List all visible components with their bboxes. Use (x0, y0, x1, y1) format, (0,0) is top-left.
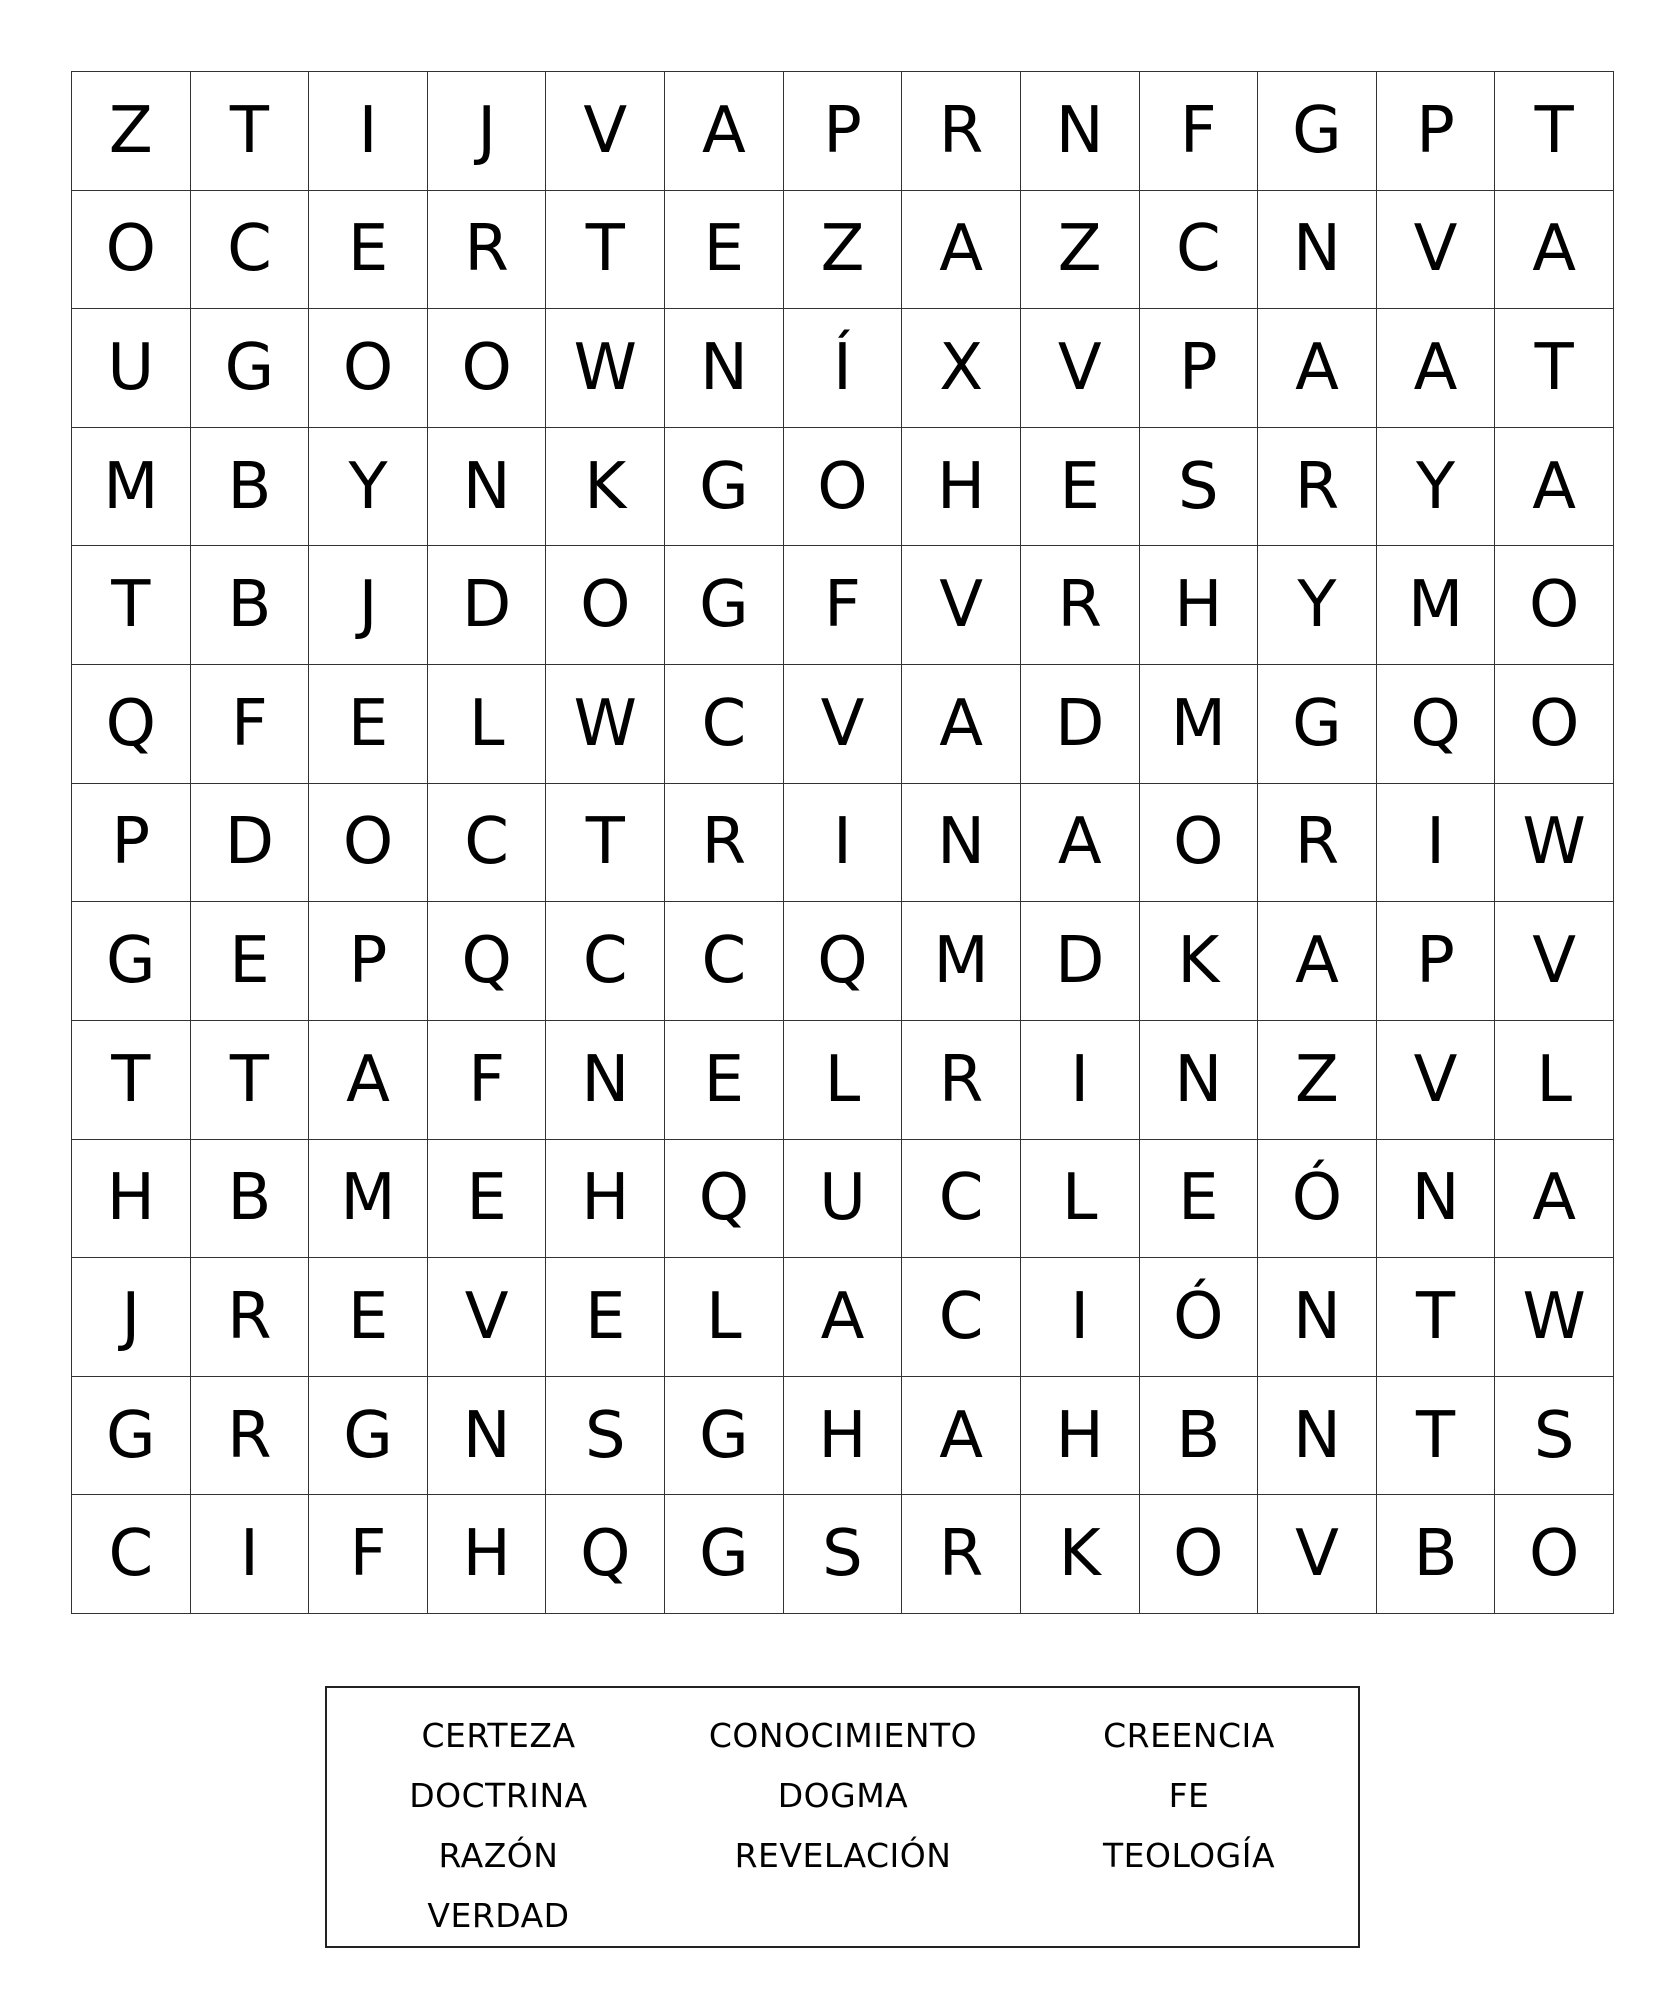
grid-cell[interactable]: C (1140, 191, 1259, 310)
grid-cell[interactable]: P (72, 784, 191, 903)
grid-cell[interactable]: U (784, 1140, 903, 1259)
grid-cell[interactable]: Z (784, 191, 903, 310)
grid-cell[interactable]: H (902, 428, 1021, 547)
word-item: CREENCIA (1103, 1716, 1275, 1755)
grid-cell[interactable]: V (902, 546, 1021, 665)
grid-cell[interactable]: N (1258, 1258, 1377, 1377)
grid-cell[interactable]: B (191, 428, 310, 547)
grid-cell[interactable]: V (546, 72, 665, 191)
grid-cell[interactable]: A (1258, 902, 1377, 1021)
grid-cell[interactable]: J (309, 546, 428, 665)
grid-cell[interactable]: G (72, 902, 191, 1021)
grid-cell[interactable]: A (309, 1021, 428, 1140)
grid-cell[interactable]: T (191, 1021, 310, 1140)
grid-cell[interactable]: D (1021, 902, 1140, 1021)
grid-cell[interactable]: L (665, 1258, 784, 1377)
grid-cell[interactable]: P (1140, 309, 1259, 428)
grid-cell[interactable]: Q (665, 1140, 784, 1259)
grid-cell[interactable]: H (1140, 546, 1259, 665)
grid-cell[interactable]: N (428, 1377, 547, 1496)
grid-cell[interactable]: Q (428, 902, 547, 1021)
grid-cell[interactable]: N (1021, 72, 1140, 191)
grid-cell[interactable]: F (191, 665, 310, 784)
grid-cell[interactable]: V (1377, 1021, 1496, 1140)
grid-cell[interactable]: A (1495, 191, 1614, 310)
grid-cell[interactable]: Z (72, 72, 191, 191)
grid-cell[interactable]: O (1495, 665, 1614, 784)
grid-cell[interactable]: V (1258, 1495, 1377, 1614)
grid-cell[interactable]: R (1258, 428, 1377, 547)
grid-cell[interactable]: Q (72, 665, 191, 784)
grid-cell[interactable]: F (309, 1495, 428, 1614)
grid-cell[interactable]: K (1140, 902, 1259, 1021)
grid-cell[interactable]: A (665, 72, 784, 191)
grid-cell[interactable]: A (784, 1258, 903, 1377)
grid-cell[interactable]: H (1021, 1377, 1140, 1496)
grid-cell[interactable]: K (1021, 1495, 1140, 1614)
grid-cell[interactable]: B (1377, 1495, 1496, 1614)
grid-cell[interactable]: T (1495, 309, 1614, 428)
grid-cell[interactable]: Q (1377, 665, 1496, 784)
grid-cell[interactable]: R (1258, 784, 1377, 903)
grid-cell[interactable]: Y (309, 428, 428, 547)
grid-cell[interactable]: E (1021, 428, 1140, 547)
grid-cell[interactable]: N (428, 428, 547, 547)
grid-cell[interactable]: G (665, 546, 784, 665)
grid-cell[interactable]: O (428, 309, 547, 428)
grid-cell[interactable]: B (191, 546, 310, 665)
grid-cell[interactable]: P (784, 72, 903, 191)
grid-cell[interactable]: M (902, 902, 1021, 1021)
grid-cell[interactable]: O (784, 428, 903, 547)
grid-cell[interactable]: A (1495, 1140, 1614, 1259)
grid-cell[interactable]: H (428, 1495, 547, 1614)
grid-cell[interactable]: J (428, 72, 547, 191)
grid-cell[interactable]: G (191, 309, 310, 428)
grid-cell[interactable]: D (1021, 665, 1140, 784)
grid-cell[interactable]: E (665, 1021, 784, 1140)
word-item: CONOCIMIENTO (708, 1716, 978, 1755)
grid-cell[interactable]: I (784, 784, 903, 903)
grid-cell[interactable]: R (428, 191, 547, 310)
word-list-box (325, 1686, 1360, 1948)
grid-cell[interactable]: Y (1377, 428, 1496, 547)
grid-cell[interactable]: Y (1258, 546, 1377, 665)
grid-cell[interactable]: T (546, 784, 665, 903)
grid-cell[interactable]: M (72, 428, 191, 547)
grid-cell[interactable]: D (191, 784, 310, 903)
grid-cell[interactable]: O (309, 784, 428, 903)
grid-cell[interactable]: W (1495, 1258, 1614, 1377)
grid-cell[interactable]: I (1021, 1258, 1140, 1377)
grid-cell[interactable]: A (1377, 309, 1496, 428)
grid-cell[interactable]: F (1140, 72, 1259, 191)
grid-cell[interactable]: N (1140, 1021, 1259, 1140)
grid-cell[interactable]: T (1377, 1258, 1496, 1377)
grid-cell[interactable]: R (665, 784, 784, 903)
grid-cell[interactable]: N (1258, 191, 1377, 310)
grid-cell[interactable]: E (428, 1140, 547, 1259)
grid-cell[interactable]: R (191, 1258, 310, 1377)
grid-cell[interactable]: E (1140, 1140, 1259, 1259)
grid-cell[interactable]: C (902, 1140, 1021, 1259)
grid-cell[interactable]: F (428, 1021, 547, 1140)
grid-cell[interactable]: I (1377, 784, 1496, 903)
grid-cell[interactable]: Q (546, 1495, 665, 1614)
grid-cell[interactable]: S (784, 1495, 903, 1614)
grid-cell[interactable]: V (1021, 309, 1140, 428)
grid-cell[interactable]: E (309, 191, 428, 310)
grid-cell[interactable]: M (1140, 665, 1259, 784)
grid-cell[interactable]: X (902, 309, 1021, 428)
grid-cell[interactable]: S (1495, 1377, 1614, 1496)
grid-cell[interactable]: M (1377, 546, 1496, 665)
letter-grid (71, 71, 1614, 1614)
grid-cell[interactable]: E (309, 1258, 428, 1377)
grid-cell[interactable]: G (665, 1377, 784, 1496)
grid-cell[interactable]: T (72, 1021, 191, 1140)
word-item: REVELACIÓN (734, 1836, 952, 1875)
grid-cell[interactable]: W (1495, 784, 1614, 903)
grid-cell[interactable]: N (665, 309, 784, 428)
grid-cell[interactable]: E (309, 665, 428, 784)
grid-cell[interactable]: S (546, 1377, 665, 1496)
grid-cell[interactable]: G (665, 1495, 784, 1614)
grid-cell[interactable]: Z (1258, 1021, 1377, 1140)
grid-cell[interactable]: I (1021, 1021, 1140, 1140)
grid-cell[interactable]: K (546, 428, 665, 547)
grid-cell[interactable]: A (902, 665, 1021, 784)
grid-cell[interactable]: I (191, 1495, 310, 1614)
grid-cell[interactable]: T (1495, 72, 1614, 191)
grid-cell[interactable]: T (191, 72, 310, 191)
grid-cell[interactable]: C (191, 191, 310, 310)
grid-cell[interactable]: A (1495, 428, 1614, 547)
grid-cell[interactable]: C (546, 902, 665, 1021)
grid-cell[interactable]: R (902, 1021, 1021, 1140)
grid-cell[interactable]: E (665, 191, 784, 310)
grid-cell[interactable]: N (902, 784, 1021, 903)
grid-cell[interactable]: W (546, 309, 665, 428)
grid-cell[interactable]: C (72, 1495, 191, 1614)
word-item: RAZÓN (438, 1836, 559, 1875)
word-item: FE (1168, 1776, 1210, 1815)
grid-cell[interactable]: L (1021, 1140, 1140, 1259)
grid-cell[interactable]: R (1021, 546, 1140, 665)
grid-cell[interactable]: L (784, 1021, 903, 1140)
grid-cell[interactable]: H (72, 1140, 191, 1259)
grid-cell[interactable]: B (191, 1140, 310, 1259)
word-item: DOCTRINA (409, 1776, 588, 1815)
grid-cell[interactable]: F (784, 546, 903, 665)
word-item: TEOLOGÍA (1102, 1836, 1276, 1875)
word-item: VERDAD (427, 1896, 570, 1935)
grid-cell[interactable]: N (1258, 1377, 1377, 1496)
grid-cell[interactable]: H (784, 1377, 903, 1496)
grid-cell[interactable]: D (428, 546, 547, 665)
grid-cell[interactable]: N (546, 1021, 665, 1140)
grid-cell[interactable]: E (546, 1258, 665, 1377)
grid-cell[interactable]: P (1377, 902, 1496, 1021)
grid-cell[interactable]: Z (1021, 191, 1140, 310)
grid-cell[interactable]: A (902, 1377, 1021, 1496)
word-item: CERTEZA (421, 1716, 576, 1755)
grid-cell[interactable]: T (1377, 1377, 1496, 1496)
grid-cell[interactable]: Ó (1140, 1258, 1259, 1377)
grid-cell[interactable]: N (1377, 1140, 1496, 1259)
grid-cell[interactable]: G (1258, 72, 1377, 191)
grid-cell[interactable]: O (1140, 784, 1259, 903)
grid-cell[interactable]: G (72, 1377, 191, 1496)
grid-cell[interactable]: I (309, 72, 428, 191)
grid-cell[interactable]: Í (784, 309, 903, 428)
grid-cell[interactable]: R (191, 1377, 310, 1496)
grid-cell[interactable]: G (309, 1377, 428, 1496)
grid-cell[interactable]: Ó (1258, 1140, 1377, 1259)
grid-cell[interactable]: L (1495, 1021, 1614, 1140)
grid-cell[interactable]: C (428, 784, 547, 903)
grid-cell[interactable]: V (1495, 902, 1614, 1021)
grid-cell[interactable]: G (665, 428, 784, 547)
grid-cell[interactable]: G (1258, 665, 1377, 784)
grid-cell[interactable]: Q (784, 902, 903, 1021)
grid-cell[interactable]: T (546, 191, 665, 310)
grid-cell[interactable]: B (1140, 1377, 1259, 1496)
grid-cell[interactable]: H (546, 1140, 665, 1259)
grid-cell[interactable]: P (1377, 72, 1496, 191)
grid-cell[interactable]: O (1140, 1495, 1259, 1614)
grid-cell[interactable]: A (1258, 309, 1377, 428)
grid-cell[interactable]: C (665, 665, 784, 784)
word-item: DOGMA (777, 1776, 909, 1815)
grid-cell[interactable]: O (1495, 1495, 1614, 1614)
grid-cell[interactable]: O (72, 191, 191, 310)
grid-cell[interactable]: A (902, 191, 1021, 310)
grid-cell[interactable]: L (428, 665, 547, 784)
grid-cell[interactable]: S (1140, 428, 1259, 547)
grid-cell[interactable]: V (1377, 191, 1496, 310)
grid-cell[interactable]: T (72, 546, 191, 665)
grid-cell[interactable]: A (1021, 784, 1140, 903)
grid-cell[interactable]: C (665, 902, 784, 1021)
grid-cell[interactable]: C (902, 1258, 1021, 1377)
grid-cell[interactable]: O (1495, 546, 1614, 665)
grid-cell[interactable]: U (72, 309, 191, 428)
grid-cell[interactable]: R (902, 1495, 1021, 1614)
grid-cell[interactable]: E (191, 902, 310, 1021)
word-list (327, 1706, 1358, 1946)
grid-cell[interactable]: O (309, 309, 428, 428)
grid-cell[interactable]: O (546, 546, 665, 665)
grid-cell[interactable]: V (784, 665, 903, 784)
grid-cell[interactable]: W (546, 665, 665, 784)
grid-cell[interactable]: R (902, 72, 1021, 191)
grid-cell[interactable]: J (72, 1258, 191, 1377)
grid-cell[interactable]: M (309, 1140, 428, 1259)
grid-cell[interactable]: P (309, 902, 428, 1021)
grid-cell[interactable]: V (428, 1258, 547, 1377)
